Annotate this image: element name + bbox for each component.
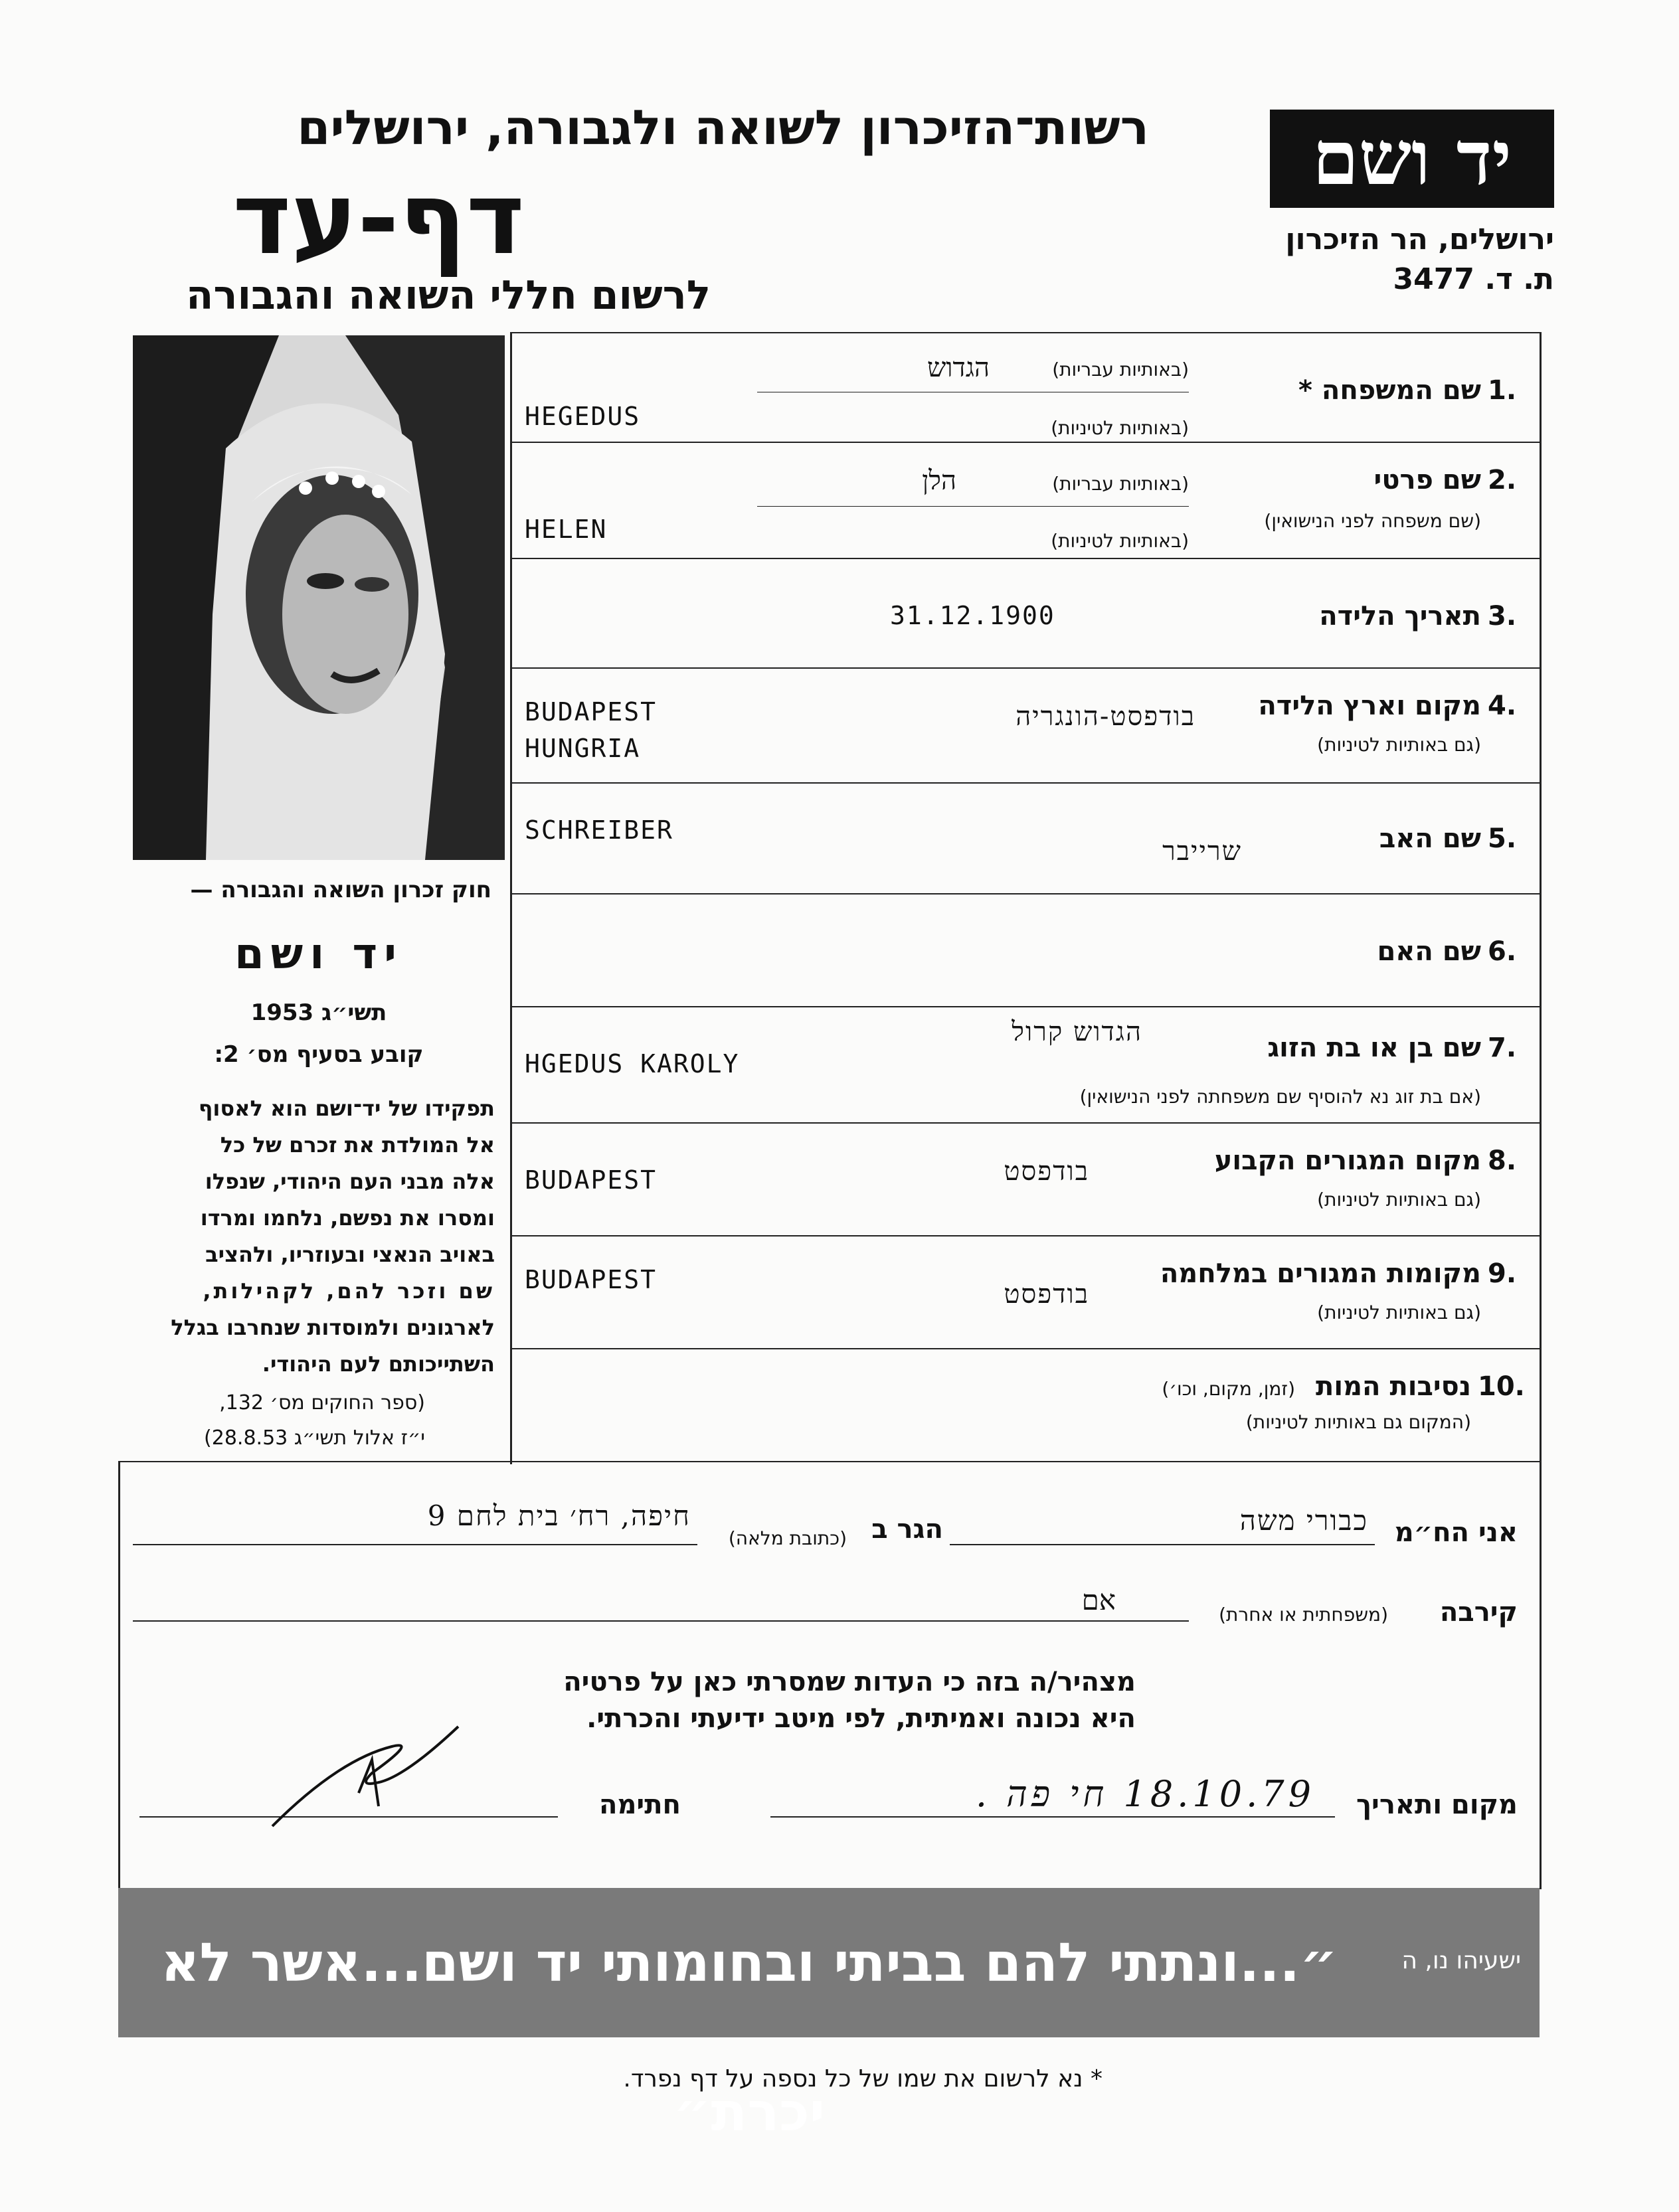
maiden-name-hint: (שם משפחה לפני הנישואין) (1264, 510, 1481, 532)
law-panel-heading: חוק זכרון השואה והגבורה — (190, 877, 491, 903)
row-divider (510, 1006, 1542, 1007)
row-divider (510, 1235, 1542, 1236)
banner-source: ישעיהו נו, ה (1401, 1947, 1521, 1974)
law-reference-date: י״ז אלול תשי״ג 28.8.53) (204, 1426, 425, 1450)
death-circumstances-label: נסיבות המות (1316, 1371, 1471, 1402)
kinship-value[interactable]: אם (1081, 1584, 1116, 1616)
death-circumstances-hint: (זמן, מקום, וכו׳) (1162, 1378, 1295, 1400)
field-number: 3. (1488, 601, 1517, 632)
field-number: 5. (1488, 823, 1517, 854)
latin-letters-hint: (באותיות לטיניות) (1051, 530, 1189, 552)
law-panel-clause: קובע בסעיף מס׳ 2: (214, 1041, 424, 1068)
yad-vashem-logo: יד ושם (1312, 115, 1512, 202)
family-name-hebrew[interactable]: הגדוש (927, 353, 990, 383)
full-address-hint: (כתובת מלאה) (728, 1527, 847, 1549)
field-number: 7. (1488, 1033, 1517, 1063)
kinship-label: קירבה (1439, 1597, 1518, 1628)
hebrew-letters-hint: (באותיות עבריות) (1052, 473, 1189, 495)
family-name-label: שם המשפחה * (1298, 375, 1481, 406)
signature-scribble[interactable] (259, 1720, 472, 1833)
field-number: 4. (1488, 691, 1517, 721)
law-panel-title: יד ושם (234, 930, 403, 979)
row-divider (510, 442, 1542, 443)
law-text-panel (133, 863, 505, 1461)
authority-line: רשות־הזיכרון לשואה ולגבורה, ירושלים (297, 100, 1149, 155)
birth-date-label: תאריך הלידה (1319, 601, 1481, 632)
field-number: 8. (1488, 1146, 1517, 1176)
law-panel-year: תשי״ג 1953 (250, 999, 387, 1026)
father-name-latin[interactable]: SCHREIBER (525, 815, 673, 845)
address-underline (133, 1544, 697, 1545)
row-divider (510, 667, 1542, 669)
law-body-line: ומסרו את נפשם, נלחמו ומרדו (200, 1205, 495, 1231)
first-name-latin[interactable]: HELEN (525, 515, 608, 544)
declarant-name[interactable]: כבורי משה (1239, 1504, 1368, 1537)
portrait-image (133, 335, 505, 860)
permanent-residence-label: מקום המגורים הקבוע (1214, 1146, 1481, 1176)
place-date-value[interactable]: 18.10.79 חי פה . (975, 1773, 1315, 1815)
row-divider (510, 558, 1542, 559)
family-name-latin[interactable]: HEGEDUS (525, 402, 641, 431)
death-place-latin-hint: (המקום גם באותיות לטיניות) (1245, 1411, 1471, 1433)
place-date-label: מקום ותאריך (1356, 1790, 1518, 1820)
latin-letters-hint: (גם באותיות לטיניות) (1317, 1189, 1481, 1211)
document-title: דף-עד (232, 161, 525, 277)
wartime-residence-label: מקומות המגורים במלחמה (1160, 1258, 1481, 1289)
birth-date-value[interactable]: 31.12.1900 (890, 601, 1055, 630)
father-name-label: שם האב (1379, 823, 1481, 854)
hebrew-letters-hint: (באותיות עבריות) (1052, 359, 1189, 381)
spouse-name-label: שם בן או בת הזוג (1267, 1033, 1481, 1063)
declaration-statement: מצהיר/ה בזה כי העדות שמסרתי כאן על פרטיה (563, 1667, 1136, 1697)
field-number: 10. (1478, 1371, 1525, 1402)
signature-label: חתימה (598, 1790, 681, 1820)
latin-letters-hint: (באותיות לטיניות) (1051, 417, 1189, 439)
first-name-label: שם פרטי (1373, 465, 1481, 495)
spouse-maiden-hint: (אם בת זוג נא להוסיף שם משפחתה לפני הנישואין) (1079, 1086, 1481, 1108)
birth-place-latin-city[interactable]: BUDAPEST (525, 697, 658, 726)
field-number: 9. (1488, 1258, 1517, 1289)
row-divider (510, 893, 1542, 894)
law-body-line: תפקידו של יד־ושם הוא לאסוף (198, 1096, 495, 1121)
birth-place-hebrew[interactable]: בודפסט-הונגריה (1016, 701, 1195, 732)
place-date-underline (770, 1816, 1335, 1818)
declarant-underline (950, 1544, 1375, 1545)
document-subtitle: לרשום חללי השואה והגבורה (186, 272, 711, 319)
wartime-residence-latin[interactable]: BUDAPEST (525, 1265, 658, 1294)
declaration-statement: היא נכונה ואמיתית, לפי מיטב ידיעתי והכרתי. (586, 1703, 1136, 1734)
law-body-line: השתייכותם לעם היהודי. (262, 1351, 495, 1377)
field-number: 1. (1488, 375, 1517, 406)
permanent-residence-latin[interactable]: BUDAPEST (525, 1165, 658, 1195)
row-divider (510, 782, 1542, 784)
field-number: 2. (1488, 465, 1517, 495)
latin-letters-hint: (גם באותיות לטיניות) (1317, 1302, 1481, 1323)
banner-quote: ״...ונתתי להם בביתי ובחומותי יד ושם...אשר לא יכרת״ (161, 1932, 1338, 2143)
declarant-label: אני הח״מ (1394, 1517, 1518, 1548)
form-left-border (510, 332, 512, 1464)
victim-photo (133, 335, 505, 860)
form-top-border (510, 332, 1542, 333)
field-underline (757, 506, 1189, 507)
outer-left-border (118, 1461, 120, 1889)
law-body-line: באויב הנאצי ובעוזריו, ולהציב (205, 1242, 495, 1267)
latin-letters-hint: (גם באותיות לטיניות) (1317, 734, 1481, 756)
birth-place-label: מקום וארץ הלידה (1258, 691, 1481, 721)
address-value[interactable]: חיפה, רח׳ בית לחם 9 (427, 1499, 691, 1532)
address-line: ירושלים, הר הזיכרון (1285, 222, 1554, 256)
kinship-underline (133, 1620, 1189, 1622)
pobox-line: ת. ד. 3477 (1393, 262, 1554, 296)
first-name-hebrew[interactable]: הלן (922, 466, 956, 496)
father-name-hebrew[interactable]: שרייבר (1162, 836, 1242, 867)
spouse-name-latin[interactable]: HGEDUS KAROLY (525, 1049, 740, 1078)
permanent-residence-hebrew[interactable]: בודפסט (1004, 1156, 1089, 1187)
law-body-line: אלה מבני העם היהודי, שנפלו (205, 1169, 495, 1194)
law-body-line: לארגונים ולמוסדות שנחרבו בגלל (171, 1315, 495, 1340)
law-body-line: אל המולדת את זכרם של כל (220, 1132, 495, 1157)
mother-name-label: שם האם (1377, 936, 1481, 967)
footnote: * נא לרשום את שמו של כל נספה על דף נפרד. (623, 2065, 1103, 2092)
form-right-border (1540, 332, 1542, 1464)
row-divider (510, 1122, 1542, 1124)
law-reference: (ספר החוקים מס׳ 132, (219, 1391, 425, 1414)
spouse-name-hebrew[interactable]: הגדוש קרול (1012, 1017, 1142, 1047)
kinship-hint: (משפחתית או אחרת) (1219, 1604, 1388, 1626)
row-divider (510, 1348, 1542, 1349)
wartime-residence-hebrew[interactable]: בודפסט (1004, 1279, 1089, 1310)
resides-label: הגר ב (871, 1514, 943, 1545)
birth-place-latin-country[interactable]: HUNGRIA (525, 734, 641, 763)
field-number: 6. (1488, 936, 1517, 967)
outer-right-border (1540, 1461, 1542, 1889)
law-body-line: שם וזכר להם, לקהילות, (203, 1278, 495, 1304)
form-bottom-border (120, 1461, 1542, 1462)
